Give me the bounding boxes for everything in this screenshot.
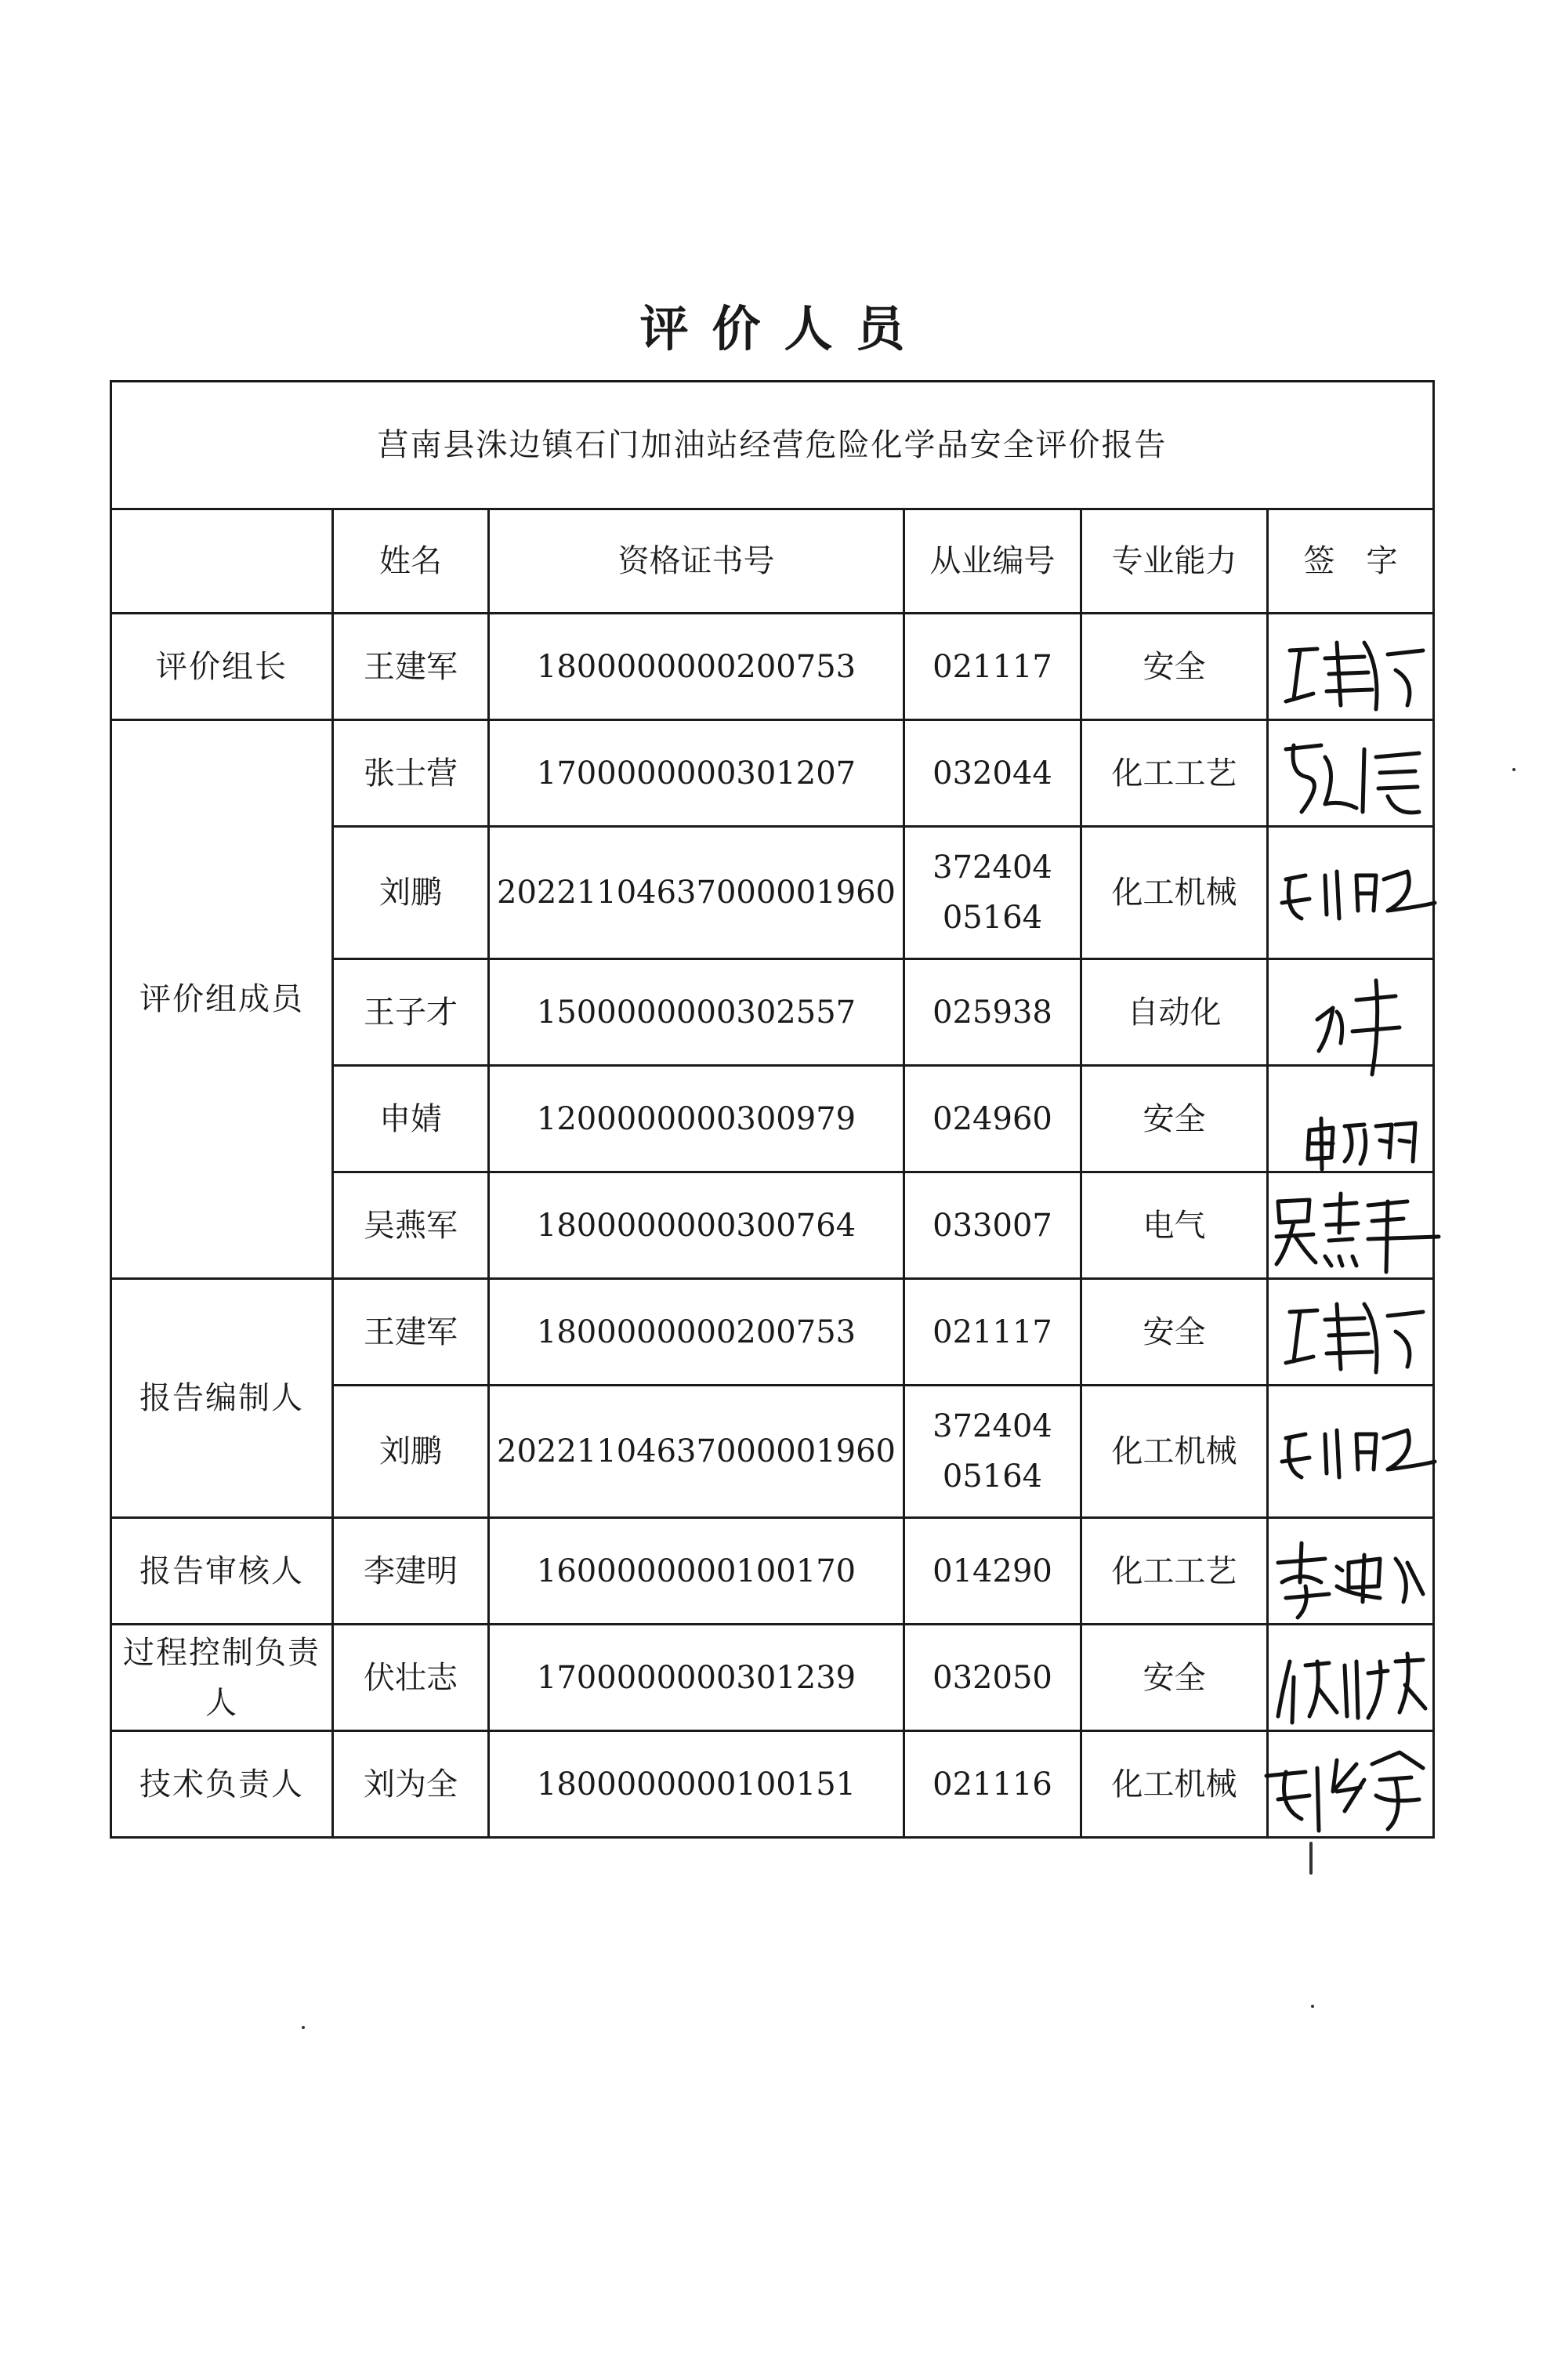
- role-cell: 报告编制人: [111, 1279, 333, 1518]
- handwritten-signature: [1270, 1524, 1431, 1625]
- header-name: 姓名: [333, 509, 489, 614]
- emp-cell: 025938: [904, 959, 1081, 1066]
- handwritten-signature: [1270, 832, 1439, 950]
- handwritten-signature: [1270, 619, 1431, 721]
- cert-cell: 1700000000301207: [489, 720, 904, 827]
- cert-cell: 20221104637000001960: [489, 1386, 904, 1518]
- scan-speck: [302, 2026, 305, 2029]
- spec-cell: 电气: [1081, 1172, 1268, 1279]
- spec-cell: 安全: [1081, 1066, 1268, 1172]
- emp-cell: 033007: [904, 1172, 1081, 1279]
- spec-cell: 安全: [1081, 1625, 1268, 1731]
- emp-cell: 021117: [904, 1279, 1081, 1386]
- header-emp: 从业编号: [904, 509, 1081, 614]
- signature-cell: [1268, 827, 1434, 959]
- role-cell: 评价组成员: [111, 720, 333, 1279]
- handwritten-signature: [1270, 1391, 1439, 1509]
- handwritten-signature: [1270, 1284, 1431, 1386]
- role-cell: 报告审核人: [111, 1518, 333, 1625]
- handwritten-signature: [1270, 1071, 1431, 1181]
- emp-cell: 024960: [904, 1066, 1081, 1172]
- name-cell: 刘鹏: [333, 827, 489, 959]
- name-cell: 李建明: [333, 1518, 489, 1625]
- emp-cell: 021117: [904, 614, 1081, 720]
- report-title: 莒南县洙边镇石门加油站经营危险化学品安全评价报告: [111, 382, 1434, 509]
- personnel-table: [110, 380, 1435, 1839]
- signature-cell: [1268, 959, 1434, 1066]
- cert-cell: 1800000000200753: [489, 614, 904, 720]
- name-cell: 刘鹏: [333, 1386, 489, 1518]
- spec-cell: 化工工艺: [1081, 720, 1268, 827]
- cert-cell: 1200000000300979: [489, 1066, 904, 1172]
- spec-cell: 化工工艺: [1081, 1518, 1268, 1625]
- header-sign: 签字: [1268, 509, 1434, 614]
- scan-speck: [1311, 2005, 1314, 2008]
- header-spec: 专业能力: [1081, 509, 1268, 614]
- signature-cell: [1268, 720, 1434, 827]
- role-cell: 评价组长: [111, 614, 333, 720]
- cert-cell: 1600000000100170: [489, 1518, 904, 1625]
- handwritten-signature: [1270, 726, 1431, 828]
- cert-cell: 1500000000302557: [489, 959, 904, 1066]
- emp-cell: 032050: [904, 1625, 1081, 1731]
- emp-line: 372404: [932, 1408, 1052, 1444]
- table-row: [111, 1279, 1434, 1386]
- cert-cell: 1800000000100151: [489, 1731, 904, 1838]
- spec-cell: 化工机械: [1081, 1386, 1268, 1518]
- name-cell: 王建军: [333, 614, 489, 720]
- report-title-row: [111, 382, 1434, 509]
- handwritten-signature: [1270, 965, 1431, 1074]
- cert-cell: 20221104637000001960: [489, 827, 904, 959]
- handwritten-signature: [1270, 1630, 1431, 1732]
- spec-cell: 化工机械: [1081, 827, 1268, 959]
- table-row: [111, 1518, 1434, 1625]
- emp-line: 05164: [942, 1458, 1043, 1495]
- cert-cell: 1700000000301239: [489, 1625, 904, 1731]
- spec-cell: 化工机械: [1081, 1731, 1268, 1838]
- name-cell: 吴燕军: [333, 1172, 489, 1279]
- handwritten-signature: [1270, 1178, 1439, 1280]
- table-row: [111, 1731, 1434, 1838]
- signature-cell: [1268, 1625, 1434, 1731]
- name-cell: 申婧: [333, 1066, 489, 1172]
- name-cell: 伏壮志: [333, 1625, 489, 1731]
- emp-cell: 021116: [904, 1731, 1081, 1838]
- spec-cell: 安全: [1081, 1279, 1268, 1386]
- signature-stroke-tail: [1309, 1842, 1313, 1875]
- emp-cell: 014290: [904, 1518, 1081, 1625]
- signature-cell: [1268, 1731, 1434, 1838]
- name-cell: 王建军: [333, 1279, 489, 1386]
- table-row: [111, 1625, 1434, 1731]
- signature-cell: [1268, 1279, 1434, 1386]
- role-cell: 技术负责人: [111, 1731, 333, 1838]
- name-cell: 王子才: [333, 959, 489, 1066]
- header-cert: 资格证书号: [489, 509, 904, 614]
- emp-line: 372404: [932, 850, 1052, 886]
- cert-cell: 1800000000300764: [489, 1172, 904, 1279]
- handwritten-signature: [1270, 1737, 1431, 1839]
- page-title: 评价人员: [639, 300, 929, 357]
- emp-cell: 032044: [904, 720, 1081, 827]
- emp-cell: [904, 1386, 1081, 1518]
- signature-cell: [1268, 614, 1434, 720]
- cert-cell: 1800000000200753: [489, 1279, 904, 1386]
- role-cell: 过程控制负责人: [111, 1625, 333, 1731]
- emp-cell: [904, 827, 1081, 959]
- table-row: [111, 720, 1434, 827]
- spec-cell: 安全: [1081, 614, 1268, 720]
- spec-cell: 自动化: [1081, 959, 1268, 1066]
- signature-cell: [1268, 1172, 1434, 1279]
- signature-cell: [1268, 1066, 1434, 1172]
- signature-cell: [1268, 1518, 1434, 1625]
- header-role: [111, 509, 333, 614]
- header-row: [111, 509, 1434, 614]
- emp-line: 05164: [942, 900, 1043, 936]
- name-cell: 张士营: [333, 720, 489, 827]
- table-row: [111, 614, 1434, 720]
- name-cell: 刘为全: [333, 1731, 489, 1838]
- scan-speck: [1512, 768, 1515, 771]
- signature-cell: [1268, 1386, 1434, 1518]
